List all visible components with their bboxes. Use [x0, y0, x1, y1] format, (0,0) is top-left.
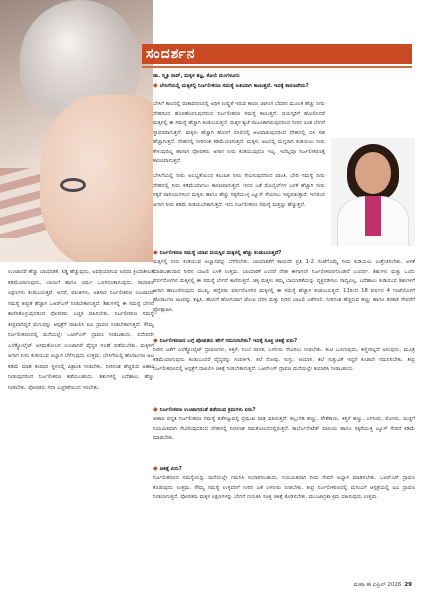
- answer-1: ಬೇಸಿಗೆ ಕಾಲದಲ್ಲಿ ವಾತಾವರಣದಲ್ಲಿ ಅಧಿಕ ಉಷ್ಣತೆ ಇರುವ ಕಾರಣ ಜಾಗಿಂಗ ಬೆವರಿನ ಮೂಲಕ ಹೆಚ್ಚು ನೀರು ದೇಹದಿಂದ ಹೊರಹೋಗುವುದರಿಂದ ನಿರ್ಜಲೀಕರಣ ಸಮಸ್ಯೆ ಕಾಣುತ್ತದೆ. ವಯಸ್ಕರಿಗೆ ಹೋಲಿಸಿದರೆ ಮಕ್ಕಳಲ್ಲಿ ಈ ಸಮಸ್ಯೆ ಹೆಚ್ಚಾಗಿ ಕಂಡುಬರುತ್ತದೆ. ಮಕ್ಕಳ ತ್ವಚೆ ನಾಜೂಕಾಗಿರುವುದರಿಂದ ನೀರಿನ ಅಂಶ ಬೇಗನೆ ಸ್ಥಾವರವಾಗುತ್ತದೆ. ಮಕ್ಕಳು ಹೆಚ್ಚಾಗಿ ಹೊರಗೆ ಬಿಸಿಲಿನಲ್ಲಿ ಆಟವಾಡುವುದರಿಂದ ದೇಹದಲ್ಲಿ ಬಿಸಿ ಸಹ ಹೆಚ್ಚಾಗುತ್ತದೆ. ದೇಹದಲ್ಲಿ ನೀರಿನಂಶ ಕಡಿಮೆಯಾಗುತ್ತದೆ. ಮಕ್ಕಳು ಆಟದಲ್ಲಿ ಮಗ್ನರಾಗಿ ಕುಡಿಯಲು ನೀರು ಕೇಳುವುದಿಲ್ಲ ಹಾಗಾಗಿ ಪೋಷಕರು ಆಗಾಗ ನೀರು ಕುಡಿಯುವುದೂ ಇಲ್ಲ. ಇದೆಲ್ಲವೂ ನಿರ್ಜಲೀಕರಣಕ್ಕೆ ಕಾರಣವಾಗುತ್ತದೆ.: [153, 101, 325, 164]
- byline: ಡಾ. ಸ್ಮೃತಿ ರಾವ್, ಮಕ್ಕಳ ತಜ್ಞ, ಕೋಲಿ ಮಂಗಳೂರು: [153, 73, 240, 79]
- answer-3: ನೀರಿನ ಜತೆಗೆ ಎಲೆಕ್ಟ್ರೋಲೈಟ್ ದ್ರಾವಣಗಳು, ಕಿತ್ತಳೆ, ನಿಂಬೆ ಪಾನಕ, ಎಳನೀರು ಸೇವಿಸಲು ನೀಡಬೇಕು. ತುಟಿ ಒಣಗುವುದು, ಕಣ್ಣೀರಿಲ್ಲದೆ ಅಳುವುದು, ಮೂತ್ರ ಕಡಿಮೆಯಾಗುವುದು ಕಂಡುಬಂದರೆ ವೈದ್ಯರನ್ನು ಸಂಪರ್ಕಿಸಿ. ತಲೆ ನೋವು, ಸುಸ್ತು, ಆಯಾಸ, ತಲೆ ಸುತ್ತುವಿಕೆ ಇದ್ದರೆ ಕೂಡಲೇ ಗಮನಿಸಬೇಕು. ತೀವ್ರ ನಿರ್ಜಲೀಕರಣದಲ್ಲಿ ಆಸ್ಪತ್ರೆಗೆ ದಾಖಲಿಸಿ ಚಿಕಿತ್ಸೆ ನೀಡಬೇಕಾಗುತ್ತದೆ. ಒಆರ್‌ಎಸ್ ದ್ರಾವಣ ಮನೆಯಲ್ಲೇ ತಯಾರಿಸಿ ನೀಡಬಹುದು.: [153, 347, 415, 372]
- question-3: [153, 336, 415, 347]
- question-2-text: ನಿರ್ಜಲೀಕರಣ ಸಮಸ್ಯೆ ಯಾವ ವಯಸ್ಸಿನ ಮಕ್ಕಳಲ್ಲಿ ಹೆಚ್ಚು ಕಂಡುಬರುತ್ತದೆ?: [159, 250, 282, 256]
- bullet-icon: ◆: [153, 82, 158, 89]
- bullet-icon: ◆: [153, 406, 158, 413]
- issue-label: ಮಹಾ ಈ ಏಪ್ರಿಲ್ 2026: [353, 582, 402, 588]
- question-5: [153, 464, 415, 475]
- bullet-icon: ◆: [153, 337, 158, 344]
- question-4: [153, 405, 415, 416]
- bullet-icon: ◆: [153, 249, 158, 256]
- answer-5: ನಿರ್ಜಲೀಕರಣದ ಸಮಸ್ಯೆಯನ್ನು ಮನೆಯಲ್ಲೇ ಗಮನಿಸಿ ಸುಧಾರಿಸಬಹುದು. ನಿಯಮಿತವಾಗಿ ನೀರು ಸೇವನೆ ಅಭ್ಯಾಸ ಮಾಡಿಸಬೇಕು. ಒಆರ್‌ಎಸ್ ದ್ರಾವಣ ಕೊಡುವುದು ಉತ್ತಮ. ಸೌಮ್ಯ ಸಮಸ್ಯೆ ಉಳ್ಳವರಿಗೆ ನೀರಿನ ಜತೆ ಎಳನೀರು ನೀಡಬೇಕು. ತೀವ್ರ ನಿರ್ಜಲೀಕರಣದಲ್ಲಿ ಮಗುವಿಗೆ ಆಸ್ಪತ್ರೆಯಲ್ಲಿ ಐವಿ ದ್ರಾವಣ ನೀಡಲಾಗುತ್ತದೆ. ಪೋಷಕರು ಮಕ್ಕಳ ಲಕ್ಷಣಗಳನ್ನು ಬೇಗನೆ ಗುರುತಿಸಿ ಸೂಕ್ತ ಚಿಕಿತ್ಸೆ ಕೊಡಿಸಬೇಕು. ಮುಂಜಾಗ್ರತಾ ಕ್ರಮ ವಹಿಸುವುದು ಉತ್ತಮ.: [153, 475, 415, 500]
- answer-1b: ಬೇಸಿಗೆಯಲ್ಲಿ ನೀರು ಅಲಭ್ಯತೆಯಿಂದ ಕಲುಷಿತ ನೀರು ಸೇವಿಸುವುದರಿಂದ ವಾಂತಿ, ಭೇದಿ ಸಮಸ್ಯೆ ನೀರು ದೇಹದಲ್ಲಿ ನೀರು ಕಡಿಮೆಯಾಗಲು ಕಾರಣವಾಗುತ್ತದೆ. ಇದರ ಜತೆ ಮೊಬೈಲ್‌ಗಳ ಬಳಕೆ ಹೆಚ್ಚಾಗಿ ನೀರು ಸಕ್ಕರೆ ಪಾನೀಯಗಳಿಂದ ಮಕ್ಕಳು ಹಾಗೂ ಹೆಚ್ಚು ಸಕ್ಕರೆಯುಳ್ಳ ಜ್ಯೂಸ್ ಸೇವಿಸಲು ಇಷ್ಟಪಡುತ್ತಾರೆ. ಇದರಿಂದ ಆಗಾಗ ನೀರು ಕಡಿಮೆ ಕುಡಿಯಬೇಕಾಗುತ್ತದೆ. ಇದು ನಿರ್ಜಲೀಕರಣ ಸಮಸ್ಯೆ ಮತ್ತಷ್ಟು ಹೆಚ್ಚುತ್ತದೆ.: [153, 173, 325, 208]
- answer-4: ಆಹಾರ ಪದ್ಧತಿ ನಿರ್ಜಲೀಕರಣ ಸಮಸ್ಯೆ ತಡೆಗಟ್ಟುವಲ್ಲಿ ಪ್ರಮುಖ ಪಾತ್ರ ವಹಿಸುತ್ತದೆ. ಕಲ್ಲಂಗಡಿ ಹಣ್ಣು, ಸೌತೆಕಾಯಿ, ಕಿತ್ತಳೆ ಹಣ್ಣು, ಎಳನೀರು, ಮೊಸರು, ಮಜ್ಜಿಗೆ ನಿಯಮಿತವಾಗಿ ಸೇವಿಸುವುದರಿಂದ ದೇಹದಲ್ಲಿ ನೀರಿನಂಶ ಸಮತೋಲನದಲ್ಲಿರುತ್ತದೆ. ಕಾರ್ಬೊನೇಟೆಡ್ ಪಾನೀಯ ಹಾಗೂ ಸಕ್ಕರೆಯುಕ್ತ ಜ್ಯೂಸ್ ಸೇವನೆ ಕಡಿಮೆ ಮಾಡಬೇಕು.: [153, 416, 415, 441]
- answer-2: ಮಕ್ಕಳಲ್ಲಿ ನೀರು ಕುಡಿಯುವ ಅಭ್ಯಾಸವನ್ನು ಬೆಳೆಸಬೇಕು. ಬಾಯಾರಿಕೆಗೆ ಕಾಯದೇ ಪ್ರತಿ 1-2 ಗಂಟೆಗೊಮ್ಮೆ ನೀರು ಕುಡಿಯಲು ಉತ್ತೇಜಿಸಬೇಕು. ಅಳತೆ ಮಾಡಬಹುದಾದ ನೀರಿನ ಬಾಟಲಿ ಬಳಕೆ ಉತ್ತಮ. ಬಾಯಾರಿಕೆ ಎಂದರೆ ದೇಹ ಈಗಾಗಲೇ ನಿರ್ಜಲೀಕರಣಗೊಂಡಿದೆ ಎಂದರ್ಥ. ಶಿಶುಗಳು ಮತ್ತು ಒಂದು ವರ್ಷದೊಳಗಿನ ಮಕ್ಕಳಲ್ಲಿ ಈ ಸಮಸ್ಯೆ ಬೇಗನೆ ಕಾಣಿಸುತ್ತದೆ. ಚಿಕ್ಕ ಮಕ್ಕಳು ತಮ್ಮ ಬಾಯಾರಿಕೆಯನ್ನು ವ್ಯಕ್ತಪಡಿಸಲು ಸಾಧ್ಯವಿಲ್ಲ. ಎದೆಹಾಲು ಕುಡಿಯುವ ಶಿಶುಗಳಿಗೆ ಆಗಾಗ ಹಾಲುಣಿಸುವುದು ಮುಖ್ಯ. ಹನ್ನೆರಡು ವರ್ಷದೊಳಗಿನ ಮಕ್ಕಳಲ್ಲಿ ಈ ಸಮಸ್ಯೆ ಹೆಚ್ಚಾಗಿ ಕಂಡುಬರುತ್ತದೆ. 11ರಿಂದ 18 ವರ್ಷದ 4 ಗಂಟೆಯೊಳಗೆ ಹೊರಾಂಗಣ ಆಟವನ್ನು ತಪ್ಪಿಸಿ. ಹೊರಗೆ ಹೋಗುವಾಗ ಟೋಪಿ ಧರಿಸಿ ಮತ್ತು ನೀರಿನ ಬಾಟಲಿ ಜತೆಗಿರಲಿ. ನೀರಿನಂಶ ಹೆಚ್ಚಿರುವ ಹಣ್ಣು ಹಾಗೂ ತರಕಾರಿ ಸೇವನೆಗೆ ಪ್ರೋತ್ಸಾಹಿಸಿ.: [153, 259, 415, 313]
- page-number: 29: [404, 582, 412, 588]
- hand-image: [40, 95, 153, 262]
- doctor-shirt: [365, 196, 381, 236]
- section-title: ಸಂದರ್ಶನ: [146, 46, 196, 62]
- question-3-text: ನಿರ್ಜಲೀಕರಣದ ಬಗ್ಗೆ ಪೋಷಕರು ಹೇಗೆ ಗಮನಿಸಬೇಕು? ಇದಕ್ಕೆ ಸೂಕ್ತ ಚಿಕಿತ್ಸೆ ಏನು?: [159, 338, 298, 344]
- question-5-text: ಚಿಕಿತ್ಸೆ ಏನು?: [159, 466, 182, 472]
- question-4-text: ನಿರ್ಜಲೀಕರಣ ಉಂಟಾಗದಂತೆ ತಡೆಯುವ ಕ್ರಮಗಳು ಏನು?: [159, 407, 256, 413]
- bullet-icon: ◆: [153, 465, 158, 472]
- doctor-photo: [331, 138, 415, 246]
- hero-photo: [0, 0, 153, 262]
- page-footer: [354, 582, 412, 589]
- left-column-text: ಉಂಟಾದರೆ ಹೆಚ್ಚು ಬಾಯಾರಿಕೆ, ಸಿಡ್ಡಿ ಹೆಚ್ಚುವುದು, ಅವಧಿಯಾಗುವ ಅಥವಾ ಕ್ರಿಯಾಶೀಲತೆ ಕಡಿಮೆಯಾಗುವುದು, ಬಾಯಿಗೆ ಹಾಗೂ ಚರ್ಮ ಒಣಗಿದಂತಾಗುವುದು, ಸಾಧಾರಣ ಲಕ್ಷಣಗಳು ಕಂಡುಬರುತ್ತವೆ. ಆದರೆ, ವಾಂತಿಗಳು, ಅತಿಸಾರ ನಿರ್ಜಲೀಕರಣ ಉಂಟಾದರೆ ಸಮಸ್ಯೆ ತೀವ್ರತೆ ಹೆಚ್ಚಾಗಿ ಒಆರ್‌ಎಸ್ ನೀಡಬೇಕಾಗುತ್ತದೆ. ಶಿಶುಗಳಲ್ಲಿ ಈ ಸಮಸ್ಯೆ ಬೇಗನೆ ಕಾಣಿಸಿಕೊಳ್ಳುವುದರಿಂದ ಪೋಷಕರು ಎಚ್ಚರ ವಹಿಸಬೇಕು. ನಿರ್ಜಲೀಕರಣ ಸಮಸ್ಯೆ ತೀವ್ರವಾಗಿದ್ದರೆ ಮಗುವನ್ನು ಆಸ್ಪತ್ರೆಗೆ ದಾಖಲಿಸಿ ಐವಿ ದ್ರಾವಣ ನೀಡಬೇಕಾಗುತ್ತದೆ. ಸೌಮ್ಯ ನಿರ್ಜಲೀಕರಣದಲ್ಲಿ ಮನೆಯಲ್ಲೇ ಒಆರ್‌ಎಸ್ ದ್ರಾವಣ ನೀಡಬಹುದು. ಪದೇಪದೇ ಎಲೆಕ್ಟ್ರೋಲೈಟ್ ಅಸಮತೋಲನ ಉಂಟಾದರೆ ವೈದ್ಯರ ಸಲಹೆ ಪಡೆಯಬೇಕು. ಮಕ್ಕಳಿಗೆ ಆಗಾಗ ನೀರು ಕುಡಿಯುವ ಅಭ್ಯಾಸ ಬೆಳೆಸುವುದು ಉತ್ತಮ. ಬೇಸಿಗೆಯಲ್ಲಿ ಹೊರಾಂಗಣ ಆಟ ಕಡಿಮೆ ಮಾಡಿ ತಂಪಾದ ಸ್ಥಳದಲ್ಲಿ ವಿಶ್ರಾಂತಿ ನೀಡಬೇಕು. ನೀರಿನಂಶ ಹೆಚ್ಚಿರುವ ಆಹಾರ ನೀಡುವುದರಿಂದ ನಿರ್ಜಲೀಕರಣ ತಡೆಯಬಹುದು. ಶಿಶುಗಳಲ್ಲಿ ಎದೆಹಾಲು ಹೆಚ್ಚು ನೀಡಬೇಕು. ಪೋಷಕರು ಸದಾ ಎಚ್ಚರಿಕೆಯಿಂದ ಇರಬೇಕು.: [8, 269, 154, 391]
- question-1-text: ಬೇಸಿಗೆಯಲ್ಲಿ ಮಕ್ಕಳಲ್ಲಿ ನಿರ್ಜಲೀಕರಣ ಸಮಸ್ಯೆ ಅತಿಯಾಗಿ ಕಾಣುತ್ತದೆ. ಇದಕ್ಕೆ ಕಾರಣವೇನು?: [159, 83, 309, 89]
- ring-image: [60, 178, 86, 192]
- question-2: [153, 248, 415, 259]
- question-1: [153, 81, 325, 92]
- header-underline: [142, 66, 412, 68]
- doctor-face: [355, 152, 391, 194]
